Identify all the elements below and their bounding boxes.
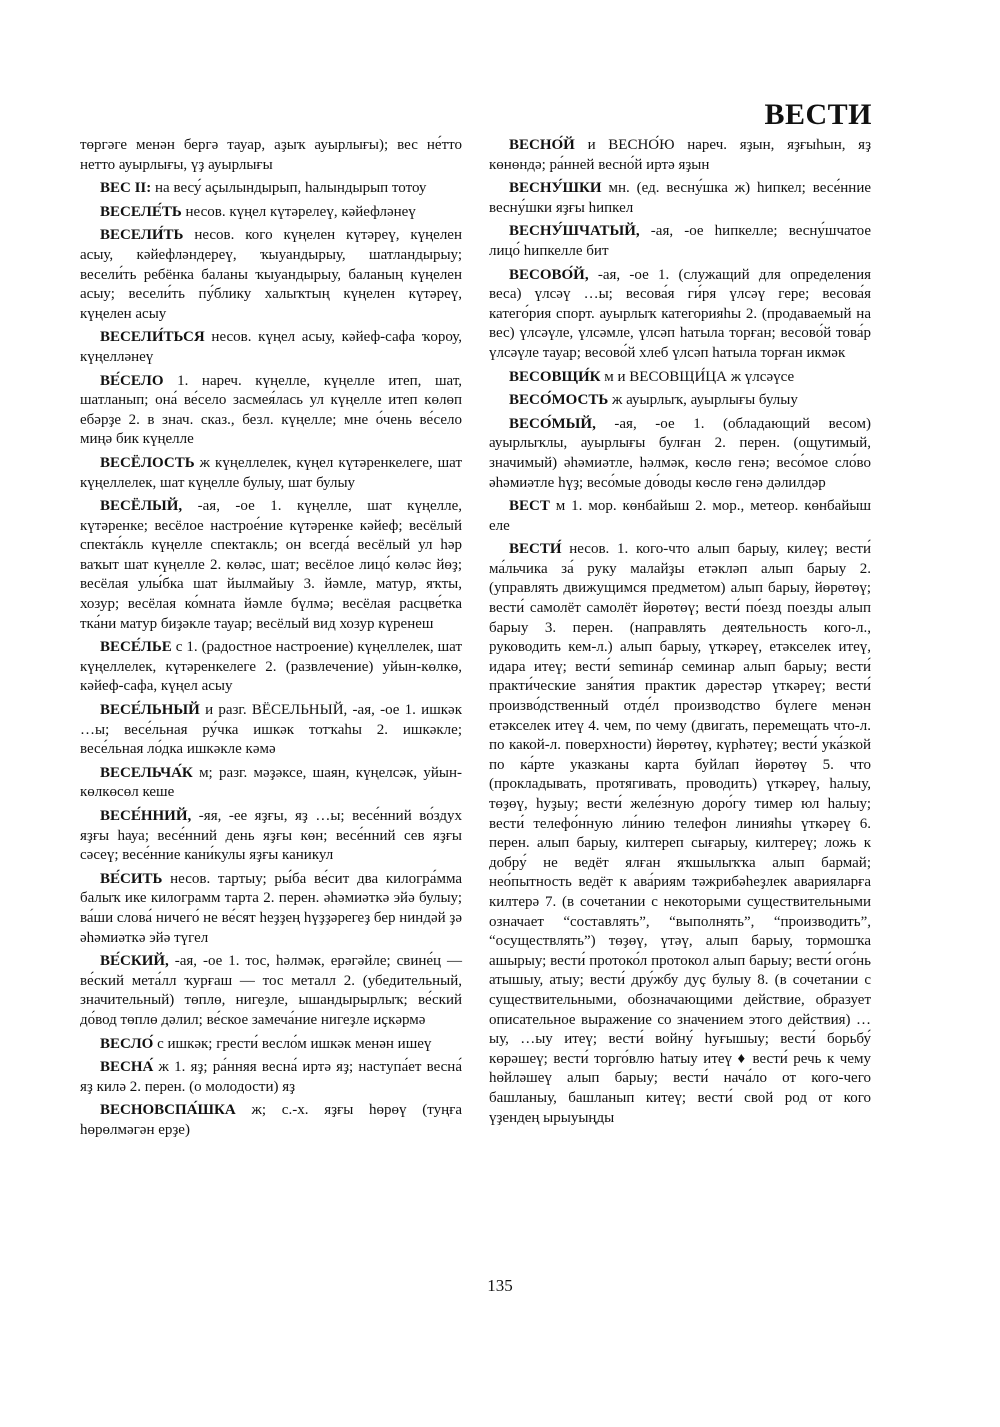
entry-definition: -ая, -ое 1. (служащий для определения веса) үлсәү …ы; весова́я ги́ря үлсәү гере; весова́я катего́рия спорт. ауырлыҡ категорияһы 2. (продаваемый на вес) үлсәүле, үлсәмле, үлсәп һатыла торған; весово́й това́р үлсәүле тауар; весово́й хлеб үлсәп һатыла торған икмәк <box>489 266 871 361</box>
dictionary-entry <box>80 372 462 450</box>
entry-headword: ВЕ́СИТЬ <box>100 870 163 887</box>
dictionary-entry <box>80 454 462 493</box>
dictionary-entry <box>80 226 462 324</box>
entry-headword: ВЕ́СКИЙ, <box>100 953 169 970</box>
entry-definition: ж 1. яҙ; ра́нняя весна́ иртә яҙ; наступа́ет весна́ яҙ килә 2. перен. (о молодости) яҙ <box>80 1059 462 1095</box>
dictionary-entry <box>489 179 871 218</box>
entry-headword: ВЕСЕЛЬЧА́К <box>100 764 193 781</box>
entry-definition: -ая, -ое 1. (обладающий весом) ауырлыҡлы, ауырлығы булған 2. перен. (ощутимый, значимый) әһәмиәтле, һәлмәк, көслө генә; весо́мое сло́во әһәмиәтле һүҙ; весо́мые до́воды көслө генә дәлилдәр <box>489 415 871 491</box>
entry-definition: на весу́ аҫылындырып, һалындырып тотоу <box>155 180 427 197</box>
page-number: 135 <box>487 1276 513 1295</box>
entry-headword: ВЕ́СЕЛО <box>100 372 164 389</box>
entry-headword: ВЕСЕЛЕ́ТЬ <box>100 203 182 220</box>
entry-definition: төргәге менән бергә тауар, аҙыҡ ауырлығы); вес не́тто нетто ауырлығы, үҙ ауырлығы <box>80 137 462 173</box>
dictionary-entry <box>489 222 871 261</box>
dictionary-entry <box>489 497 871 536</box>
entry-definition: несов. 1. кого-что алып барыу, килеү; вести́ ма́льчика за́ руку малайҙы етәкләп алып барыу 2. (управлять движущимся предметом) алып барыу, йөрөтөү; вести́ самолёт самолёт йөрөтөү; вести́ по́езд поезды алып барыу 3. перен. (направлять деятельность кого-л., руководить кем-л.) алып барыу, үткәреү, етәкселек итеү, идара итеү; вести́ semина́р семинар алып барыу; вести́ практи́ческие заня́тия практик дәрестәр үткәреү; вести́ произво́дственный отде́л производство бүлеге менән етәкселек итеү 4. чем, по чему (двигать, перемещать что-л. по какой-л. поверхности) йөрөтөү, күрһәтеү; вести́ ука́зкой по ка́рте указканы карта буйлап йөрөтөү 5. что (прокладывать, протягивать, проводить) үткәреү, һалыу, төҙөү, һуҙыу; вести́ желе́зную доро́гу тимер юл һалыу; вести́ телефо́нную ли́нию телефон линияһы үткәреү 6. перен. алып барыу, килтереп сығарыу, килтереү; ложь к добру́ не ведёт ялған яҡшылыҡҡа алып бармай; нео́пытность ведёт к ава́риям тәжрибәһеҙлек аварияларға килтерә 7. (в сочетании с некоторыми существительными означает “составлять”, “выполнять”, “производить”, “осуществлять”) төҙөү, үтәү, алып барыу, тормошҡа ашырыу; вести́ протоко́л протокол алып барыу; вести́ ого́нь атышыу, атыу; вести́ дру́жбу дуҫ булыу 8. (в сочетании с существительными, обозначающими действие, образует описательное выражение со значением этого действия) …ыу, …ыу итеү; вести́ войну́ һуғышыу; вести́ борьбу́ көрәшеү; вести́ торго́влю һатыу итеү ♦ вести́ речь к чему һөйләшеү алып барыу; вести́ нача́ло от кого-чего башланыу, башланып китеү; вести́ свой род от кого үҙендең ырыуыңды <box>489 541 872 1126</box>
entry-headword: ВЕСОВЩИ́К <box>509 368 601 385</box>
dictionary-entry <box>80 1101 462 1140</box>
entry-definition: ж күңеллелек, күңел күтәренкелеге, шат күңеллелек, шат күңелле булыу, шат булыу <box>80 454 463 491</box>
entry-definition: -ая, -ое 1. тос, һәлмәк, ерәгәйле; свине́ц — ве́ский мета́лл ҡурғаш — тос металл 2. (убедительный, значительный) төплө, нигеҙле, ышандырырлыҡ; ве́ский до́вод төплө дәлил; ве́ское замеча́ние нигеҙле иҫкәрмә <box>80 953 462 1028</box>
dictionary-entry <box>80 497 462 634</box>
entry-definition: м; разг. мәҙәксе, шаян, күңелсәк, уйын-көлкөсөл кеше <box>80 764 462 801</box>
dictionary-entry <box>80 764 462 803</box>
dictionary-entry <box>489 415 871 493</box>
entry-headword: ВЕСНУ́ШЧАТЫЙ, <box>509 223 640 240</box>
dictionary-entry <box>80 179 462 199</box>
dictionary-entry <box>489 136 871 175</box>
entry-definition: ж ауырлыҡ, ауырлығы булыу <box>612 392 798 409</box>
dictionary-entry <box>80 203 462 223</box>
entry-definition: м 1. мор. көнбайыш 2. мор., метеор. көнбайыш еле <box>489 498 871 534</box>
entry-headword: ВЕСЕЛИ́ТЬСЯ <box>100 329 205 346</box>
entry-headword: ВЕСЁЛЫЙ, <box>100 498 183 515</box>
entry-headword: ВЕСОВО́Й, <box>509 266 589 283</box>
entry-headword: ВЕСНА́ <box>100 1059 154 1076</box>
entry-definition: несов. күңел күтәрелеү, кәйефләнеү <box>185 203 416 220</box>
left-column <box>80 136 462 1145</box>
dictionary-entry <box>489 391 871 411</box>
entry-definition: с 1. (радостное настроение) күңеллелек, шат күңеллелек, күтәренкелеге 2. (развлечение) уйын-көлкө, кәйеф-сафа, күңел асыу <box>80 639 462 695</box>
dictionary-entry <box>80 870 462 948</box>
entry-headword: ВЕСО́МОСТЬ <box>509 392 609 409</box>
entry-definition: с ишкәк; грести́ весло́м ишкәк менән ишеү <box>157 1035 432 1052</box>
entry-definition: -яя, -ее яҙғы, яҙ …ы; весе́нний во́здух яҙғы һауа; весе́нний день яҙғы көн; весе́нний сев яҙғы сәсеү; весе́нние кани́кулы яҙғы каникул <box>80 808 462 864</box>
dictionary-entry <box>80 638 462 697</box>
entry-headword: ВЕСНОВСПА́ШКА <box>100 1102 236 1119</box>
dictionary-entry <box>489 266 871 364</box>
entry-definition: -ая, -ое 1. күңелле, шат күңелле, күтәренке; весёлое настрое́ние күтәренке кәйеф; весёлый спекта́кль күңелле спектакль; он всегда́ весёлый ул һәр ваҡыт шат күңелле 2. көләс, шат; весёлое лицо́ көләс йөҙ; весёлая улы́бка шат йылмайыу 3. йәмле, матур, яҡты, хозур; весёлая ко́мната йәмле бүлмә; весёлая расцве́тка тка́ни матур биҙәкле тауар; весёлый вид хозур күренеш <box>80 498 463 632</box>
dictionary-entry <box>80 1058 462 1097</box>
entry-headword: ВЕС II: <box>100 180 152 197</box>
entry-definition: ж; с.-х. яҙғы һөрөү (туңға һөрөлмәгән ерҙе) <box>80 1102 463 1138</box>
dictionary-entry <box>80 328 462 367</box>
entry-definition: несов. кого күңелен күтәреү, күңелен асыу, кәйефләндереү, ҡыуандырыу, шатландырыу; весели́ть ребёнка баланы ҡыуандырыу, баланың күңелен асыу; весели́ть пу́блику халыҡтың күңелен күтәреү, күңелен асыу <box>80 227 462 322</box>
entry-headword: ВЕСЕ́ЛЬЕ <box>100 639 172 656</box>
entry-definition: несов. тартыу; ры́ба ве́сит два килогра́мма балыҡ ике килограмм тарта 2. перен. әһәмиәткә эйә булыу; ва́ши слова́ ничего́ не ве́сят һеҙҙең һүҙҙәрегеҙ бер ниндәй ҙә әһәмиәткә эйә түгел <box>80 870 463 946</box>
dictionary-entry <box>489 368 871 388</box>
entry-definition: м и ВЕСОВЩИ́ЦА ж үлсәүсе <box>604 368 795 385</box>
entry-headword: ВЕСЁЛОСТЬ <box>100 454 195 471</box>
entry-headword: ВЕСО́МЫЙ, <box>509 415 596 432</box>
dictionary-entry <box>489 540 871 1128</box>
entry-headword: ВЕСНО́Й <box>509 137 575 153</box>
entry-definition: и разг. ВЁСЕЛЬНЫЙ, -ая, -ое 1. ишкәк …ы; весе́льная ру́чка ишкәк тотҡаһы 2. ишкәкле; весе́льная ло́дка ишкәкле кәмә <box>80 702 462 758</box>
entry-headword: ВЕСТИ́ <box>509 541 562 558</box>
right-column <box>489 136 871 1132</box>
entry-headword: ВЕСЕ́ЛЬНЫЙ <box>100 702 200 719</box>
dictionary-entry <box>80 952 462 1030</box>
entry-definition: несов. күңел асыу, кәйеф-сафа ҡороу, күңелләнеү <box>80 329 463 365</box>
entry-definition: 1. нареч. күңелле, күңелле итеп, шат, шатланып; она́ ве́село засмея́лась ул күңелле итеп көлөп ебәрҙе 2. в знач. сказ., безл. күңелле; мне о́чень ве́село миңә бик күңелле <box>80 372 463 448</box>
dictionary-entry <box>80 701 462 760</box>
entry-definition: мн. (ед. весну́шка ж) һипкел; весе́нние весну́шки яҙғы һипкел <box>489 180 872 216</box>
entry-headword: ВЕСЕ́ННИЙ, <box>100 808 192 824</box>
entry-headword: ВЕСЛО́ <box>100 1035 154 1052</box>
entry-headword: ВЕСЕЛИ́ТЬ <box>100 227 184 244</box>
running-head: ВЕСТИ <box>764 98 872 131</box>
dictionary-entry <box>80 807 462 866</box>
dictionary-entry <box>80 136 462 175</box>
entry-headword: ВЕСНУ́ШКИ <box>509 180 602 197</box>
entry-definition: -ая, -ое һипкелле; весну́шчатое лицо́ һипкелле бит <box>489 223 871 259</box>
entry-definition: и ВЕСНО́Ю нареч. яҙын, яҙғыһын, яҙ көнөндә; ра́нней весно́й иртә яҙын <box>489 137 871 173</box>
entry-headword: ВЕСТ <box>509 498 550 515</box>
dictionary-entry <box>80 1035 462 1055</box>
